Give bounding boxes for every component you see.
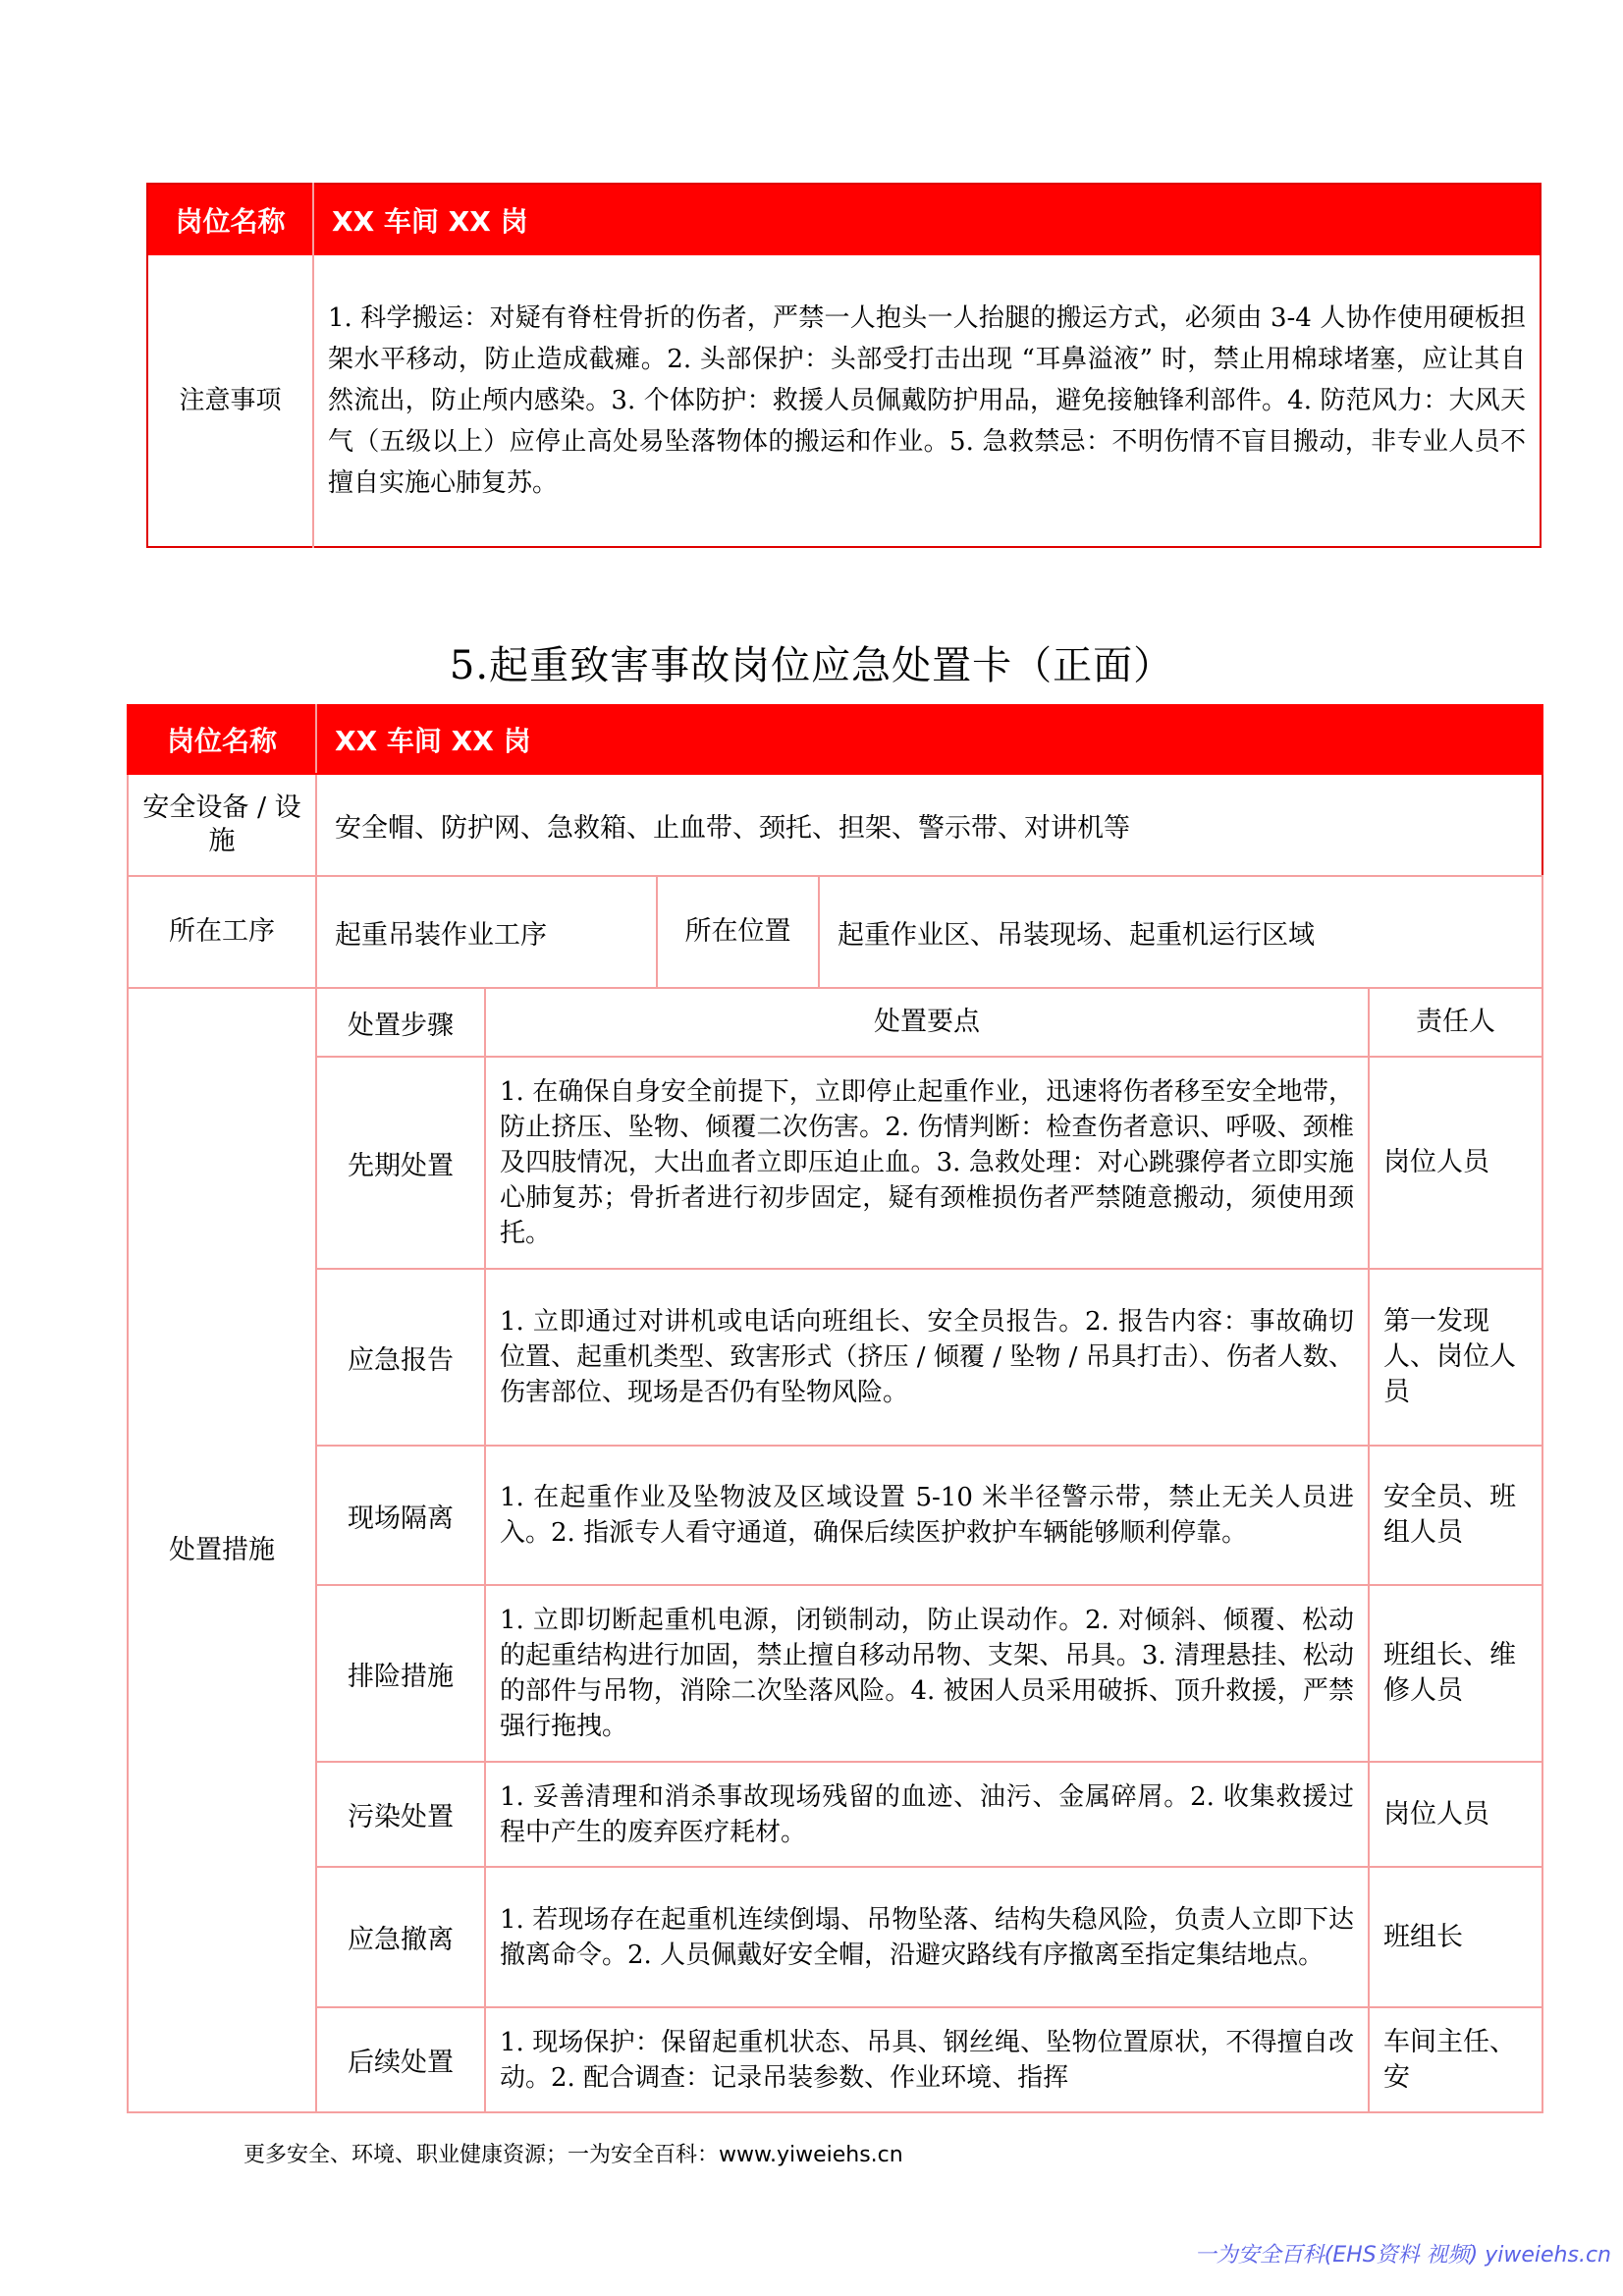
step-responsible: 车间主任、安 (1369, 2007, 1542, 2112)
step-points: 1. 现场保护：保留起重机状态、吊具、钢丝绳、坠物位置原状，不得擅自改动。2. 配合调查：记录吊装参数、作业环境、指挥 (485, 2007, 1369, 2112)
table-row (128, 1057, 1542, 1269)
column-header-points: 处置要点 (485, 988, 1369, 1057)
step-points: 1. 若现场存在起重机连续倒塌、吊物坠落、结构失稳风险，负责人立即下达撤离命令。2. 人员佩戴好安全帽，沿避灾路线有序撤离至指定集结地点。 (485, 1867, 1369, 2007)
step-points: 1. 在确保自身安全前提下，立即停止起重作业，迅速将伤者移至安全地带，防止挤压、坠物、倾覆二次伤害。2. 伤情判断：检查伤者意识、呼吸、颈椎及四肢情况，大出血者立即压迫止血。3. 急救处理：对心跳骤停者立即实施心肺复苏；骨折者进行初步固定，疑有颈椎损伤者严禁随意搬动，须使用颈托。 (485, 1057, 1369, 1269)
step-points: 1. 立即通过对讲机或电话向班组长、安全员报告。2. 报告内容：事故确切位置、起重机类型、致害形式（挤压 / 倾覆 / 坠物 / 吊具打击）、伤者人数、伤害部位、现场是否仍有坠物风险。 (485, 1269, 1369, 1446)
emergency-card-previous (146, 183, 1542, 548)
location-label: 所在位置 (657, 876, 819, 988)
process-value: 起重吊装作业工序 (316, 876, 657, 988)
location-value: 起重作业区、吊装现场、起重机运行区域 (819, 876, 1542, 988)
column-header-responsible: 责任人 (1369, 988, 1542, 1057)
step-responsible: 班组长 (1369, 1867, 1542, 2007)
table-row (128, 2007, 1542, 2112)
step-responsible: 岗位人员 (1369, 1762, 1542, 1867)
watermark: 一为安全百科(EHS资料 视频) yiweiehs.cn (1194, 2243, 1611, 2268)
equipment-value: 安全帽、防护网、急救箱、止血带、颈托、担架、警示带、对讲机等 (316, 774, 1542, 876)
step-responsible: 岗位人员 (1369, 1057, 1542, 1269)
step-points: 1. 立即切断起重机电源，闭锁制动，防止误动作。2. 对倾斜、倾覆、松动的起重结构进行加固，禁止擅自移动吊物、支架、吊具。3. 清理悬挂、松动的部件与吊物，消除二次坠落风险。4. 被困人员采用破拆、顶升救援，严禁强行拖拽。 (485, 1585, 1369, 1762)
notes-row (147, 255, 1541, 547)
notes-text: 1. 科学搬运：对疑有脊柱骨折的伤者，严禁一人抱头一人抬腿的搬运方式，必须由 3-4 人协作使用硬板担架水平移动，防止造成截瘫。2. 头部保护：头部受打击出现 “耳鼻溢液” 时，禁止用棉球堵塞，应让其自然流出，防止颅内感染。3. 个体防护：救援人员佩戴防护用品，避免接触锋利部件。4. 防范风力：大风天气（五级以上）应停止高处易坠落物体的搬运和作业。5. 急救禁忌：不明伤情不盲目搬动，非专业人员不擅自实施心肺复苏。 (328, 303, 1526, 498)
card-header-row (147, 184, 1541, 255)
post-name-label: 岗位名称 (147, 184, 313, 255)
notes-label: 注意事项 (147, 255, 313, 547)
step-points: 1. 在起重作业及坠物波及区域设置 5-10 米半径警示带，禁止无关人员进入。2. 指派专人看守通道，确保后续医护救护车辆能够顺利停靠。 (485, 1446, 1369, 1585)
process-label: 所在工序 (128, 876, 316, 988)
equipment-row (128, 774, 1542, 876)
step-name: 排险措施 (316, 1585, 485, 1762)
step-responsible: 安全员、班组人员 (1369, 1446, 1542, 1585)
table-row (128, 1585, 1542, 1762)
table-row (128, 1762, 1542, 1867)
step-name: 后续处置 (316, 2007, 485, 2112)
footer-resource-link[interactable]: 更多安全、环境、职业健康资源；一为安全百科：www.yiweiehs.cn (243, 2143, 903, 2167)
column-header-step: 处置步骤 (316, 988, 485, 1057)
card-header-row (128, 705, 1542, 774)
emergency-card-lifting-injury (127, 704, 1543, 2113)
step-name: 现场隔离 (316, 1446, 485, 1585)
step-name: 应急报告 (316, 1269, 485, 1446)
step-responsible: 第一发现人、岗位人员 (1369, 1269, 1542, 1446)
step-name: 先期处置 (316, 1057, 485, 1269)
step-name: 污染处置 (316, 1762, 485, 1867)
equipment-label: 安全设备 / 设施 (128, 774, 316, 876)
measures-label: 处置措施 (128, 988, 316, 2112)
process-location-row (128, 876, 1542, 988)
post-name-value: XX 车间 XX 岗 (316, 705, 1542, 774)
measures-header-row (128, 988, 1542, 1057)
post-name-label: 岗位名称 (128, 705, 316, 774)
table-row (128, 1867, 1542, 2007)
table-row (128, 1269, 1542, 1446)
card-title: 5.起重致害事故岗位应急处置卡（正面） (449, 643, 1174, 688)
step-name: 应急撤离 (316, 1867, 485, 2007)
step-responsible: 班组长、维修人员 (1369, 1585, 1542, 1762)
table-row (128, 1446, 1542, 1585)
step-points: 1. 妥善清理和消杀事故现场残留的血迹、油污、金属碎屑。2. 收集救援过程中产生的废弃医疗耗材。 (485, 1762, 1369, 1867)
post-name-value: XX 车间 XX 岗 (332, 205, 528, 238)
